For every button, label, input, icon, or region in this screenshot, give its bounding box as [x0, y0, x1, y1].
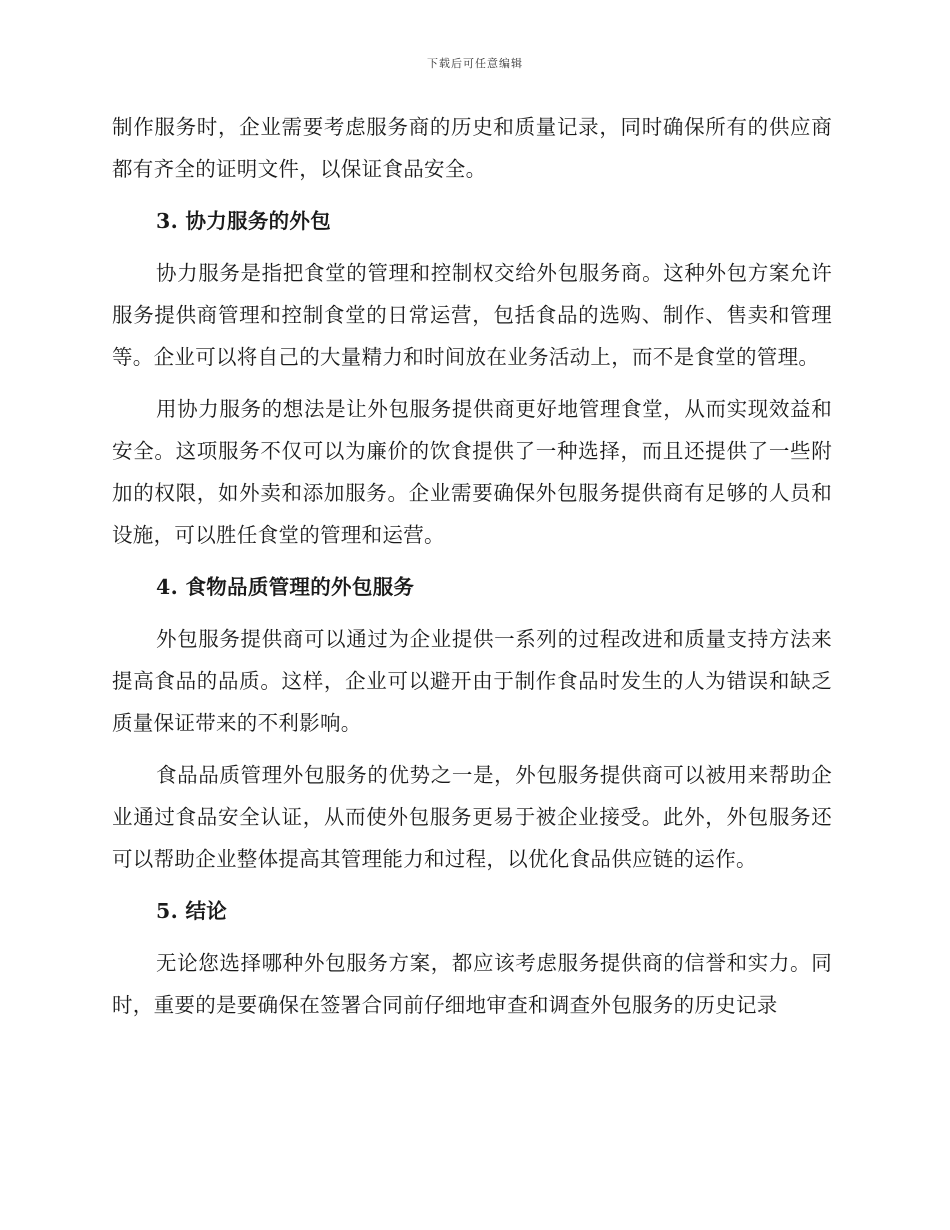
document-body — [112, 106, 832, 1036]
intro-paragraph: 制作服务时，企业需要考虑服务商的历史和质量记录，同时确保所有的供应商都有齐全的证明文件，以保证食品安全。 — [112, 115, 832, 181]
section-5-heading: 5. 结论 — [156, 899, 228, 923]
section-5-paragraph-1: 无论您选择哪种外包服务方案，都应该考虑服务提供商的信誉和实力。同时，重要的是要确保在签署合同前仔细地审查和调查外包服务的历史记录 — [112, 951, 832, 1017]
section-3-heading: 3. 协力服务的外包 — [156, 209, 332, 233]
section-3-paragraph-2: 用协力服务的想法是让外包服务提供商更好地管理食堂，从而实现效益和安全。这项服务不仅可以为廉价的饮食提供了一种选择，而且还提供了一些附加的权限，如外卖和添加服务。企业需要确保外包服务提供商有足够的人员和设施，可以胜任食堂的管理和运营。 — [112, 397, 832, 547]
page-header-note: 下载后可任意编辑 — [427, 57, 523, 70]
section-4-paragraph-2: 食品品质管理外包服务的优势之一是，外包服务提供商可以被用来帮助企业通过食品安全认证，从而使外包服务更易于被企业接受。此外，外包服务还可以帮助企业整体提高其管理能力和过程，以优化食品供应链的运作。 — [112, 763, 832, 871]
section-3-paragraph-1: 协力服务是指把食堂的管理和控制权交给外包服务商。这种外包方案允许服务提供商管理和控制食堂的日常运营，包括食品的选购、制作、售卖和管理等。企业可以将自己的大量精力和时间放在业务活动上，而不是食堂的管理。 — [112, 261, 832, 369]
section-4-paragraph-1: 外包服务提供商可以通过为企业提供一系列的过程改进和质量支持方法来提高食品的品质。这样，企业可以避开由于制作食品时发生的人为错误和缺乏质量保证带来的不利影响。 — [112, 627, 832, 735]
section-4-heading: 4. 食物品质管理的外包服务 — [156, 575, 415, 599]
